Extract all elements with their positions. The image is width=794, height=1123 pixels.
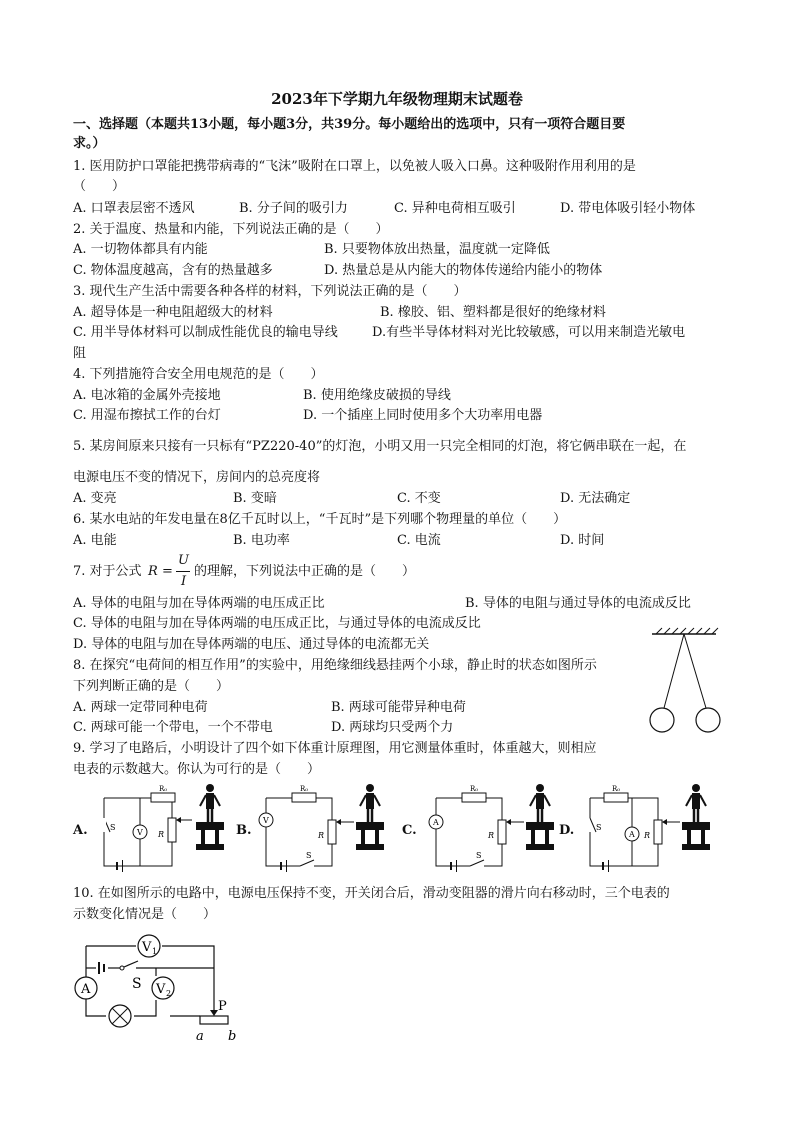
q8-option-a: A. 两球一定带同种电荷	[73, 700, 208, 715]
q10-stem-line2: 示数变化情况是（ ）	[73, 907, 217, 922]
q5-option-d: D. 无法确定	[560, 491, 631, 506]
q8-stem-line2: 下列判断正确的是（ ）	[73, 679, 230, 694]
q2-option-b: B. 只要物体放出热量，温度就一定降低	[324, 242, 550, 257]
q7-option-b: B. 导体的电阻与通过导体的电流成反比	[465, 596, 691, 611]
q6-option-d: D. 时间	[560, 533, 605, 548]
voltmeter-v2	[152, 977, 174, 999]
q7-option-a: A. 导体的电阻与加在导体两端的电压成正比	[73, 596, 325, 611]
person-on-scale-icon	[196, 784, 224, 850]
q7-formula-equals: =	[162, 564, 173, 579]
left-ball	[650, 708, 674, 732]
svg-text:R₀: R₀	[470, 785, 479, 793]
q9-b-label: B.	[236, 823, 252, 838]
switch-label: S	[132, 976, 142, 992]
q8-stem-line1: 8. 在探究“电荷间的相互作用”的实验中，用绝缘细线悬挂两个小球，静止时的状态如图所示	[73, 658, 597, 673]
q2-option-c: C. 物体温度越高，含有的热量越多	[73, 263, 273, 278]
q1-option-d: D. 带电体吸引轻小物体	[560, 201, 696, 216]
person-on-scale-icon	[356, 784, 384, 850]
svg-text:S: S	[110, 823, 116, 832]
svg-text:R₀: R₀	[159, 785, 168, 793]
svg-text:S: S	[596, 823, 602, 832]
q2-option-d: D. 热量总是从内能大的物体传递给内能小的物体	[324, 263, 603, 278]
svg-text:A: A	[629, 830, 635, 839]
q9-stem-line1: 9. 学习了电路后，小明设计了四个如下体重计原理图，用它测量体重时，体重越大，则相应	[73, 741, 597, 756]
q8-option-b: B. 两球可能带异种电荷	[331, 700, 466, 715]
ammeter-a	[75, 977, 97, 999]
q1-stem-line2: （ ）	[73, 179, 126, 194]
q7-formula-numerator: U	[178, 553, 189, 568]
end-b-label: b	[228, 1029, 237, 1044]
svg-text:S: S	[476, 851, 482, 860]
exam-title: 2023年下学期九年级物理期末试题卷	[271, 90, 523, 108]
svg-text:V: V	[263, 816, 269, 825]
q7-formula-denominator: I	[181, 574, 187, 589]
q7-fraction-bar	[176, 571, 190, 572]
q3-option-d-line1: D.有些半导体材料对光比较敏感，可以用来制造光敏电	[372, 325, 686, 340]
q3-option-a: A. 超导体是一种电阻超级大的材料	[73, 305, 273, 320]
svg-text:R: R	[318, 831, 325, 840]
switch-lever	[124, 961, 138, 967]
left-thread	[664, 634, 684, 708]
q6-option-b: B. 电功率	[233, 533, 290, 548]
svg-text:S: S	[306, 851, 312, 860]
svg-text:V: V	[137, 828, 143, 837]
q3-option-c: C. 用半导体材料可以制成性能优良的输电导线	[73, 325, 338, 340]
q3-stem: 3. 现代生产生活中需要各种各样的材料，下列说法正确的是（ ）	[73, 284, 467, 299]
svg-text:A: A	[433, 818, 439, 827]
q1-option-b: B. 分子间的吸引力	[239, 201, 348, 216]
q9-c-label: C.	[402, 823, 417, 838]
q4-option-b: B. 使用绝缘皮破损的导线	[303, 388, 451, 403]
right-ball	[696, 708, 720, 732]
q4-option-c: C. 用湿布擦拭工作的台灯	[73, 408, 221, 423]
rheostat	[200, 1016, 228, 1024]
svg-text:R: R	[158, 830, 165, 839]
q2-stem: 2. 关于温度、热量和内能，下列说法正确的是（ ）	[73, 222, 389, 237]
q9-circuit-d	[582, 782, 716, 878]
q4-stem: 4. 下列措施符合安全用电规范的是（ ）	[73, 367, 324, 382]
q3-option-d-line2: 阻	[73, 346, 87, 361]
q4-option-d: D. 一个插座上同时使用多个大功率用电器	[303, 408, 543, 423]
svg-text:1: 1	[152, 947, 158, 956]
q6-option-c: C. 电流	[397, 533, 441, 548]
q9-a-label: A.	[73, 823, 88, 838]
q5-stem-line2: 电源电压不变的情况下，房间内的总亮度将	[73, 470, 321, 485]
q7-stem-prefix: 7. 对于公式	[73, 564, 142, 579]
svg-text:R: R	[644, 831, 651, 840]
q8-option-c: C. 两球可能一个带电，一个不带电	[73, 720, 273, 735]
section-header-line1: 一、选择题（本题共13小题，每小题3分，共39分。每小题给出的选项中，只有一项符合题目要	[73, 117, 626, 132]
q6-option-a: A. 电能	[73, 533, 117, 548]
svg-text:R₀: R₀	[300, 785, 309, 793]
q5-stem-line1: 5. 某房间原来只接有一只标有“PZ220-40”的灯泡，小明又用一只完全相同的灯泡，将它俩串联在一起，在	[73, 439, 687, 454]
svg-text:V: V	[156, 982, 166, 997]
voltmeter-v1	[138, 935, 160, 957]
q7-formula-r: R	[148, 564, 158, 579]
section-header-line2: 求。）	[73, 136, 106, 151]
svg-text:R₀: R₀	[612, 785, 621, 793]
svg-text:R: R	[488, 831, 495, 840]
q7-option-c: C. 导体的电阻与加在导体两端的电压成正比，与通过导体的电流成反比	[73, 616, 481, 631]
q1-option-a: A. 口罩表层密不透风	[73, 201, 195, 216]
q2-option-a: A. 一切物体都具有内能	[73, 242, 208, 257]
slider-label: P	[218, 999, 227, 1014]
q9-circuit-b	[256, 782, 390, 878]
q4-option-a: A. 电冰箱的金属外壳接地	[73, 388, 221, 403]
svg-text:V: V	[142, 940, 152, 955]
svg-text:A: A	[81, 982, 91, 997]
q7-stem-suffix: 的理解，下列说法中正确的是（ ）	[194, 564, 416, 579]
person-on-scale-icon	[682, 784, 710, 850]
q10-circuit-figure	[72, 932, 242, 1047]
q9-circuit-a	[96, 782, 230, 878]
q9-stem-line2: 电表的示数越大。你认为可行的是（ ）	[73, 762, 321, 777]
person-on-scale-icon	[526, 784, 554, 850]
slider-arrow	[210, 1010, 218, 1016]
lamp-icon	[109, 1005, 131, 1027]
end-a-label: a	[196, 1029, 204, 1044]
q10-stem-line1: 10. 在如图所示的电路中，电源电压保持不变，开关闭合后，滑动变阻器的滑片向右移动时，三个电表的	[73, 886, 670, 901]
q1-option-c: C. 异种电荷相互吸引	[394, 201, 516, 216]
q5-option-a: A. 变亮	[73, 491, 117, 506]
q8-pendulum-figure	[648, 628, 720, 736]
q5-option-c: C. 不变	[397, 491, 441, 506]
right-thread	[684, 634, 706, 708]
q7-option-d: D. 导体的电阻与加在导体两端的电压、通过导体的电流都无关	[73, 637, 430, 652]
q9-circuit-c	[426, 782, 560, 878]
svg-text:2: 2	[166, 989, 172, 998]
battery-long-plate	[98, 962, 100, 974]
q1-stem-line1: 1. 医用防护口罩能把携带病毒的“飞沫”吸附在口罩上，以免被人吸入口鼻。这种吸附作用利用的是	[73, 159, 636, 174]
battery-short-plate	[103, 964, 105, 972]
q3-option-b: B. 橡胶、铝、塑料都是很好的绝缘材料	[380, 305, 606, 320]
q9-d-label: D.	[559, 823, 575, 838]
q6-stem: 6. 某水电站的年发电量在8亿千瓦时以上，“千瓦时”是下列哪个物理量的单位（ ）	[73, 512, 567, 527]
q8-option-d: D. 两球均只受两个力	[331, 720, 454, 735]
q5-option-b: B. 变暗	[233, 491, 277, 506]
